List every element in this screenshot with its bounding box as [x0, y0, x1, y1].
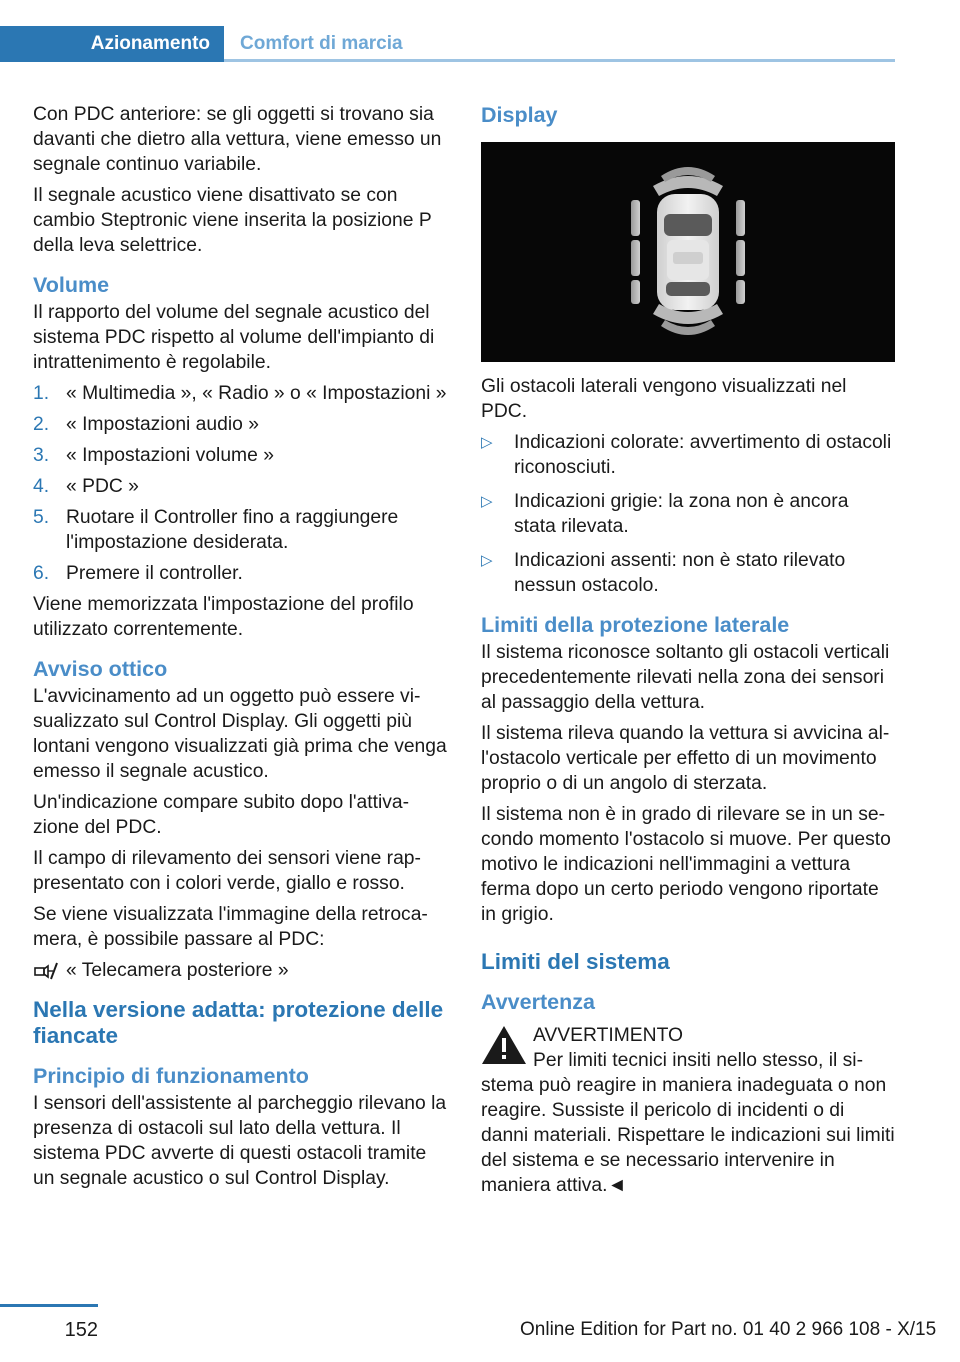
list-item: [33, 474, 447, 499]
step-text: « Impostazioni audio »: [66, 414, 259, 435]
bullet-list: [481, 430, 895, 598]
heading-display: Display: [481, 103, 558, 127]
paragraph: Il segnale acustico viene disattivato se con cambio Steptronic viene inserita la posizione P della leva selettrice.: [33, 185, 432, 256]
step-text: « Impostazioni volume »: [66, 445, 274, 466]
tab-comfort-di-marcia[interactable]: Comfort di marcia: [240, 33, 403, 54]
step-number: 2.: [33, 414, 50, 435]
list-item: [33, 443, 447, 468]
footer-rule: [0, 1304, 98, 1307]
rear-camera-icon: [33, 960, 66, 982]
paragraph: Viene memorizzata l'impostazione del profilo utilizzato correntemente.: [33, 594, 414, 640]
page-number: 152: [64, 1319, 98, 1341]
bullet-triangle-icon: ▷: [481, 493, 493, 510]
step-text: Premere il controller.: [66, 563, 243, 584]
list-item: [33, 505, 447, 555]
list-item: [481, 430, 895, 480]
step-number: 1.: [33, 383, 50, 404]
paragraph: I sensori dell'assistente al parcheggio rilevano la presenza di ostacoli sul lato della vettura. Il sistema PDC avverte di questi ostacoli tramite un segnale acustico o sul Control Display.: [33, 1093, 447, 1189]
warning-triangle-icon: [481, 1025, 527, 1065]
heading-protezione-fiancate: Nella versione adatta: protezione delle fiancate: [33, 997, 444, 1048]
heading-limiti-protezione: Limiti della protezione laterale: [481, 613, 790, 637]
pdc-display-image: [481, 142, 895, 362]
left-column: [33, 102, 447, 1197]
paragraph: Un'indicazione compare subito dopo l'attivazione del PDC.: [33, 792, 410, 838]
list-item: [481, 548, 895, 598]
list-item: [481, 489, 895, 539]
step-number: 4.: [33, 476, 50, 497]
camera-line: [33, 958, 447, 983]
steps-list: [33, 381, 447, 586]
paragraph: Il sistema rileva quando la vettura si avvicina all'ostacolo verticale per effetto di un movimento proprio o di un angolo di sterzata.: [481, 723, 890, 794]
list-item: [33, 381, 447, 406]
paragraph: Il rapporto del volume del segnale acustico del sistema PDC rispetto al volume dell'impianto di intrattenimento è regolabile.: [33, 302, 435, 373]
paragraph: Gli ostacoli laterali vengono visualizzati nel PDC.: [481, 376, 847, 422]
paragraph: Il sistema riconosce soltanto gli ostacoli verticali precedentemente rilevati nella zona dei sensori al passaggio della vettura.: [481, 642, 890, 713]
step-number: 6.: [33, 563, 50, 584]
warning-title: AVVERTIMENTO: [533, 1025, 683, 1046]
edition-note: Online Edition for Part no. 01 40 2 966 108 - X/15: [520, 1319, 937, 1340]
heading-limiti-sistema: Limiti del sistema: [481, 949, 670, 974]
heading-volume: Volume: [33, 273, 110, 297]
heading-principio: Principio di funzionamento: [33, 1064, 309, 1088]
camera-text: « Telecamera posteriore »: [66, 960, 289, 981]
pdc-car-illustration: [481, 142, 895, 362]
bullet-text: Indicazioni colorate: avvertimento di ostacoli riconosciuti.: [514, 432, 892, 478]
bullet-triangle-icon: ▷: [481, 552, 493, 569]
step-text: « Multimedia », « Radio » o « Impostazioni »: [66, 383, 447, 404]
step-number: 5.: [33, 507, 50, 528]
paragraph: L'avvicinamento ad un oggetto può essere visualizzato sul Control Display. Gli oggetti più lontani vengono visualizzati già prima che venga emesso il segnale acustico.: [33, 686, 447, 782]
list-item: [33, 412, 447, 437]
tab-azionamento[interactable]: Azionamento: [0, 26, 224, 62]
right-column: [481, 102, 895, 1204]
header-tabbar: [0, 0, 960, 62]
list-item: [33, 561, 447, 586]
bullet-triangle-icon: ▷: [481, 434, 493, 451]
warning-text: Per limiti tecnici insiti nello stesso, il sistema può reagire in maniera inadeguata o non reagire. Sussiste il pericolo di incidenti o di danni materiali. Rispettare le indicazioni sui limiti del sistema e se necessario intervenire in maniera attiva.◄: [481, 1050, 895, 1196]
heading-avvertenza: Avvertenza: [481, 990, 595, 1014]
paragraph: Il campo di rilevamento dei sensori viene rappresentato con i colori verde, giallo e rosso.: [33, 848, 421, 894]
heading-avviso-ottico: Avviso ottico: [33, 657, 168, 681]
step-text: « PDC »: [66, 476, 139, 497]
bullet-text: Indicazioni grigie: la zona non è ancora stata rilevata.: [514, 491, 849, 537]
bullet-text: Indicazioni assenti: non è stato rilevato nessun ostacolo.: [514, 550, 846, 596]
step-text: Ruotare il Controller fino a raggiungere l'impostazione desiderata.: [66, 507, 399, 553]
tab-divider: [224, 59, 895, 62]
paragraph: Se viene visualizzata l'immagine della retrocamera, è possibile passare al PDC:: [33, 904, 428, 950]
step-number: 3.: [33, 445, 50, 466]
paragraph: Il sistema non è in grado di rilevare se in un secondo momento l'ostacolo si muove. Per questo motivo le indicazioni nell'immagini a vettura ferma dopo un certo periodo vengono riportate in grigio.: [481, 804, 891, 925]
paragraph: Con PDC anteriore: se gli oggetti si trovano sia davanti che dietro alla vettura, viene emesso un segnale continuo variabile.: [33, 104, 442, 175]
